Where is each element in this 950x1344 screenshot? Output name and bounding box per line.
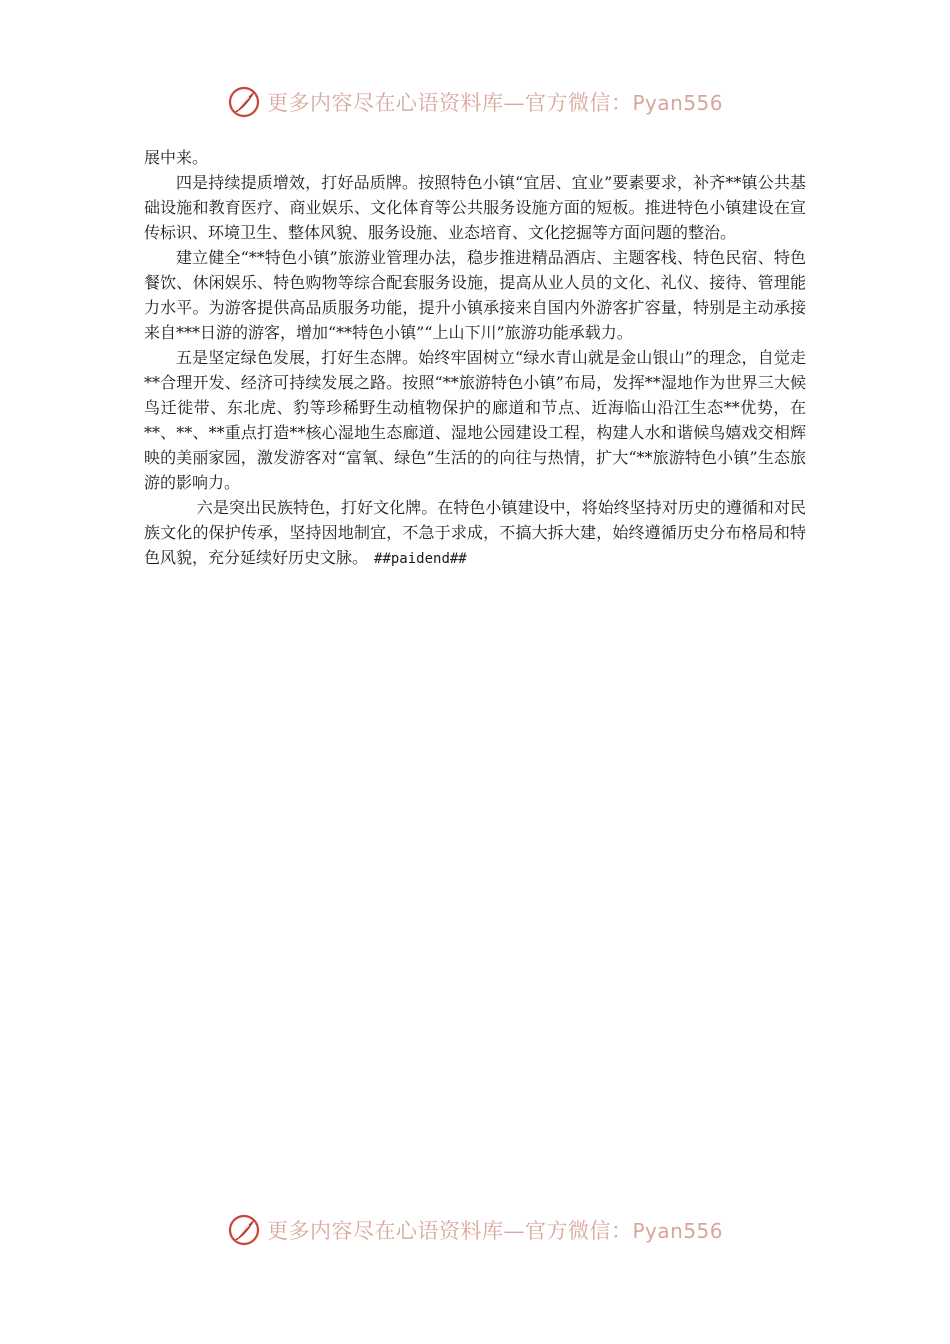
- document-body: [144, 145, 806, 572]
- header-watermark: [0, 82, 950, 122]
- watermark-text: 更多内容尽在心语资料库—官方微信：Pyan556: [266, 1219, 723, 1243]
- paragraph-text: 六是突出民族特色，打好文化牌。在特色小镇建设中，将始终坚持对历史的遵循和对民族文化的保护传承，坚持因地制宜，不急于求成，不搞大拆大建，始终遵循历史分布格局和特色风貌，充分延续好历史文脉。: [144, 498, 806, 567]
- feather-pen-icon: [227, 85, 261, 119]
- paragraph-last: [144, 495, 806, 572]
- paragraph: 建立健全“**特色小镇”旅游业管理办法，稳步推进精品酒店、主题客栈、特色民宿、特色餐饮、休闲娱乐、特色购物等综合配套服务设施，提高从业人员的文化、礼仪、接待、管理能力水平。为游客提供高品质服务功能，提升小镇承接来自国内外游客扩容量，特别是主动承接来自***日游的游客，增加“**特色小镇”“上山下川”旅游功能承载力。: [144, 248, 806, 342]
- paragraph: 五是坚定绿色发展，打好生态牌。始终牢固树立“绿水青山就是金山银山”的理念，自觉走**合理开发、经济可持续发展之路。按照“**旅游特色小镇”布局，发挥**湿地作为世界三大候鸟迁徙带、东北虎、豹等珍稀野生动植物保护的廊道和节点、近海临山沿江生态**优势，在**、**、**重点打造**核心湿地生态廊道、湿地公园建设工程，构建人水和谐候鸟嬉戏交相辉映的美丽家园，激发游客对“富氧、绿色”生活的的向往与热情，扩大“**旅游特色小镇”生态旅游的影响力。: [144, 348, 806, 492]
- footer-watermark: [0, 1210, 950, 1250]
- feather-pen-icon: [227, 1213, 261, 1247]
- end-marker: ##paidend##: [374, 551, 467, 567]
- paragraph: 四是持续提质增效，打好品质牌。按照特色小镇“宜居、宜业”要素要求，补齐**镇公共基础设施和教育医疗、商业娱乐、文化体育等公共服务设施方面的短板。推进特色小镇建设在宣传标识、环境卫生、整体风貌、服务设施、业态培育、文化挖掘等方面问题的整治。: [144, 173, 806, 242]
- watermark-text: 更多内容尽在心语资料库—官方微信：Pyan556: [266, 91, 723, 115]
- paragraph: 展中来。: [144, 148, 209, 167]
